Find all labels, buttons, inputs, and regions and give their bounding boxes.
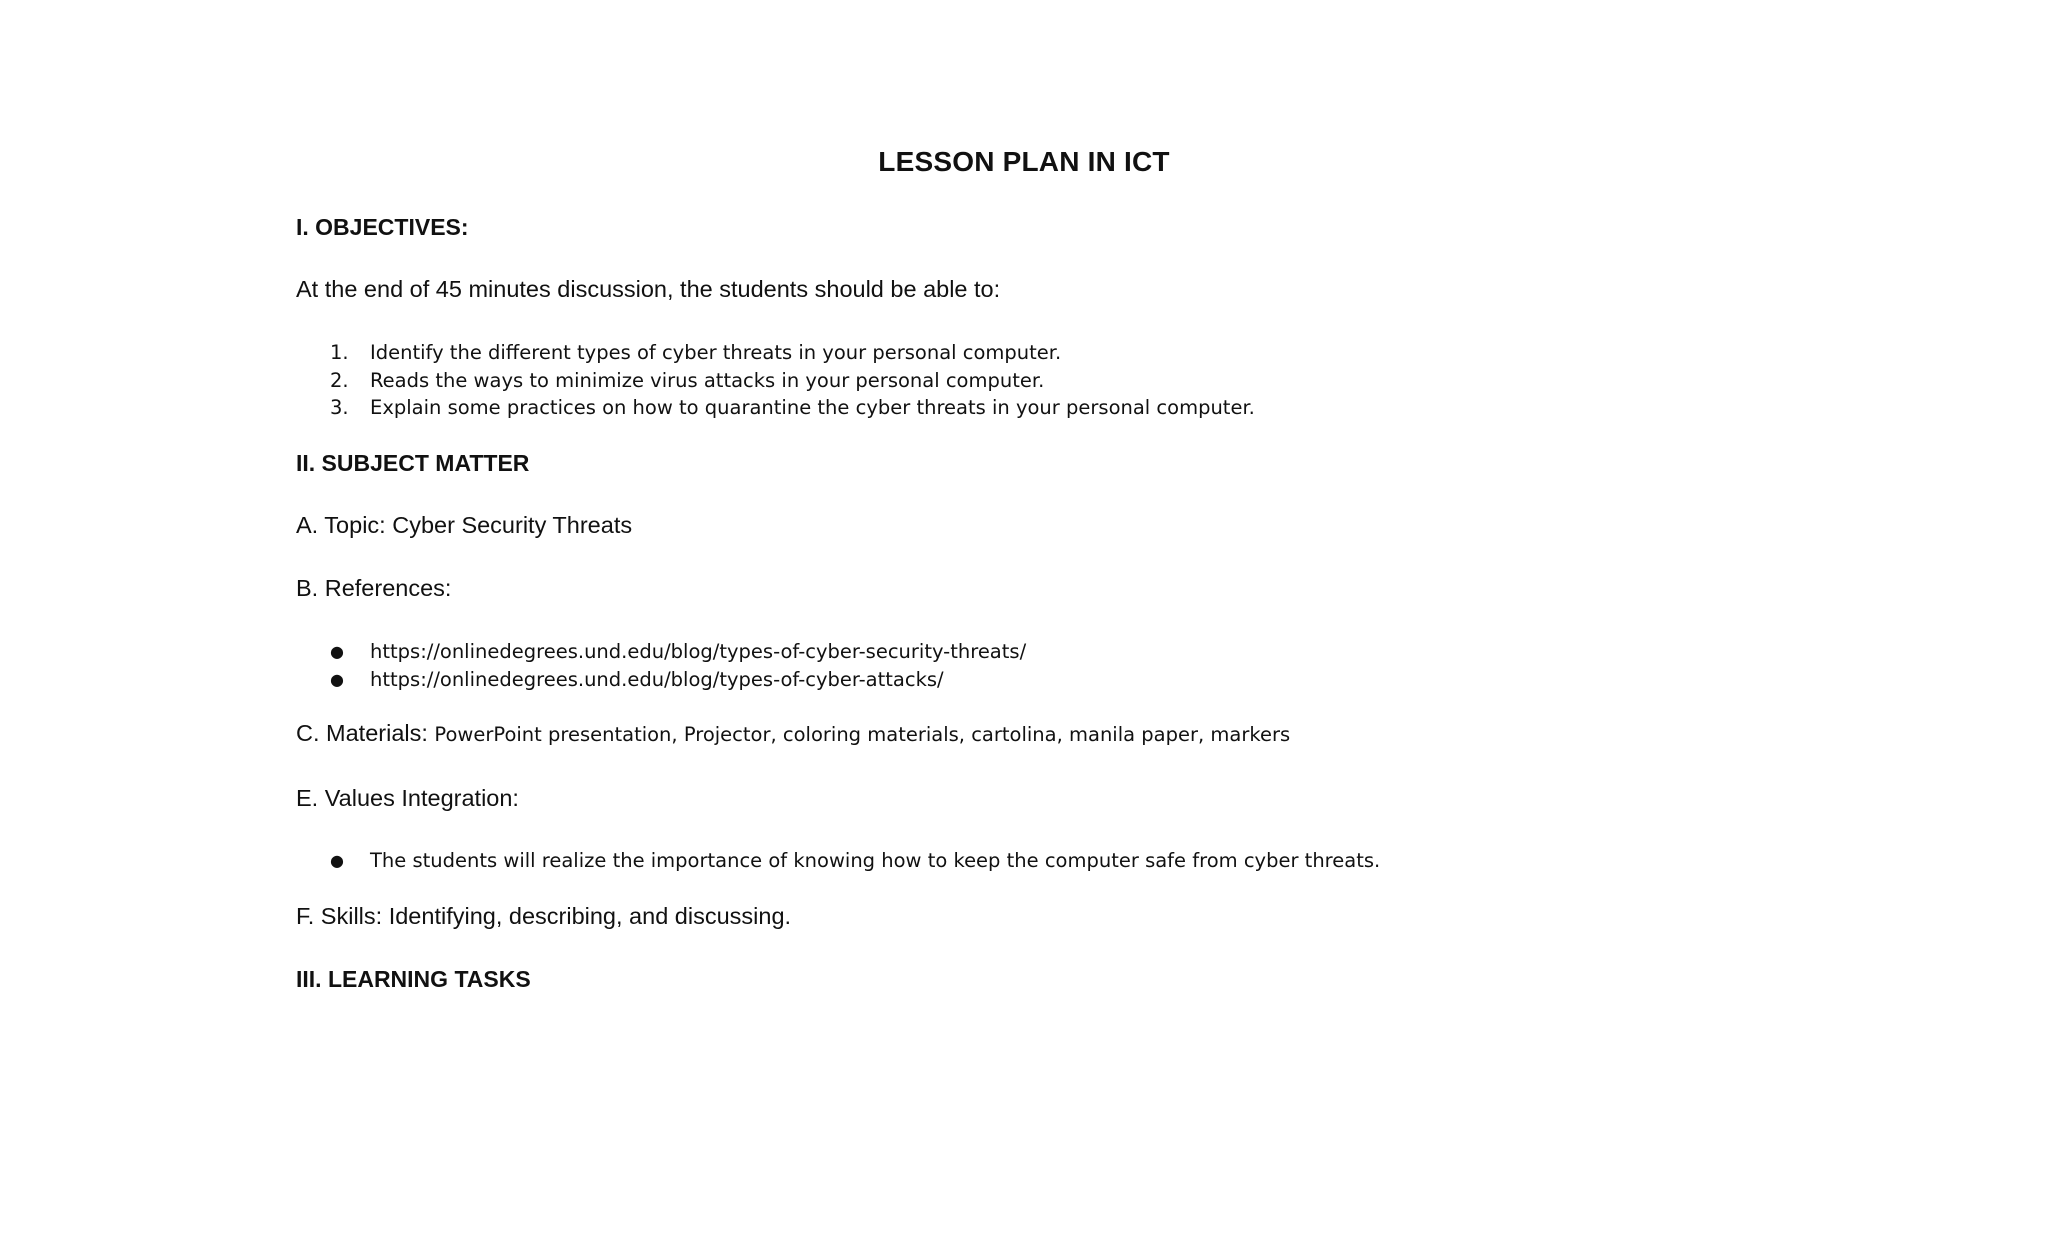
list-item [330,638,1026,666]
objectives-list [330,339,1255,422]
bullet-icon: ● [330,669,344,689]
list-item [330,394,1255,422]
list-number: 2. [330,368,349,392]
objectives-heading: I. OBJECTIVES: [296,214,469,240]
list-item [330,339,1255,367]
materials-value: PowerPoint presentation, Projector, coloring materials, cartolina, manila paper, markers [434,723,1291,746]
skills-line: F. Skills: Identifying, describing, and discussing. [296,903,792,929]
materials-line [296,720,1290,747]
values-text: The students will realize the importance of knowing how to keep the computer safe from cyber threats. [370,849,1381,872]
list-item [330,666,1026,694]
values-integration-label: E. Values Integration: [296,785,519,811]
objective-text: Explain some practices on how to quarantine the cyber threats in your personal computer. [370,396,1255,419]
list-item [330,847,1380,875]
materials-label: C. Materials: [296,720,435,746]
list-number: 3. [330,396,349,419]
reference-link: https://onlinedegrees.und.edu/blog/types-of-cyber-security-threats/ [370,640,1027,663]
references-label: B. References: [296,575,452,601]
list-number: 1. [330,341,349,364]
topic-line: A. Topic: Cyber Security Threats [296,512,633,538]
learning-tasks-heading: III. LEARNING TASKS [296,966,531,992]
objective-text: Identify the different types of cyber threats in your personal computer. [370,341,1062,364]
objective-text: Reads the ways to minimize virus attacks in your personal computer. [370,368,1045,392]
bullet-icon: ● [330,642,344,661]
values-list [330,847,1380,875]
document-title: LESSON PLAN IN ICT [878,146,1170,177]
references-list [330,638,1026,693]
objectives-intro: At the end of 45 minutes discussion, the students should be able to: [296,276,1001,302]
list-item [330,367,1255,395]
bullet-icon: ● [330,851,344,870]
subject-matter-heading: II. SUBJECT MATTER [296,450,530,476]
reference-link: https://onlinedegrees.und.edu/blog/types-of-cyber-attacks/ [370,667,944,691]
